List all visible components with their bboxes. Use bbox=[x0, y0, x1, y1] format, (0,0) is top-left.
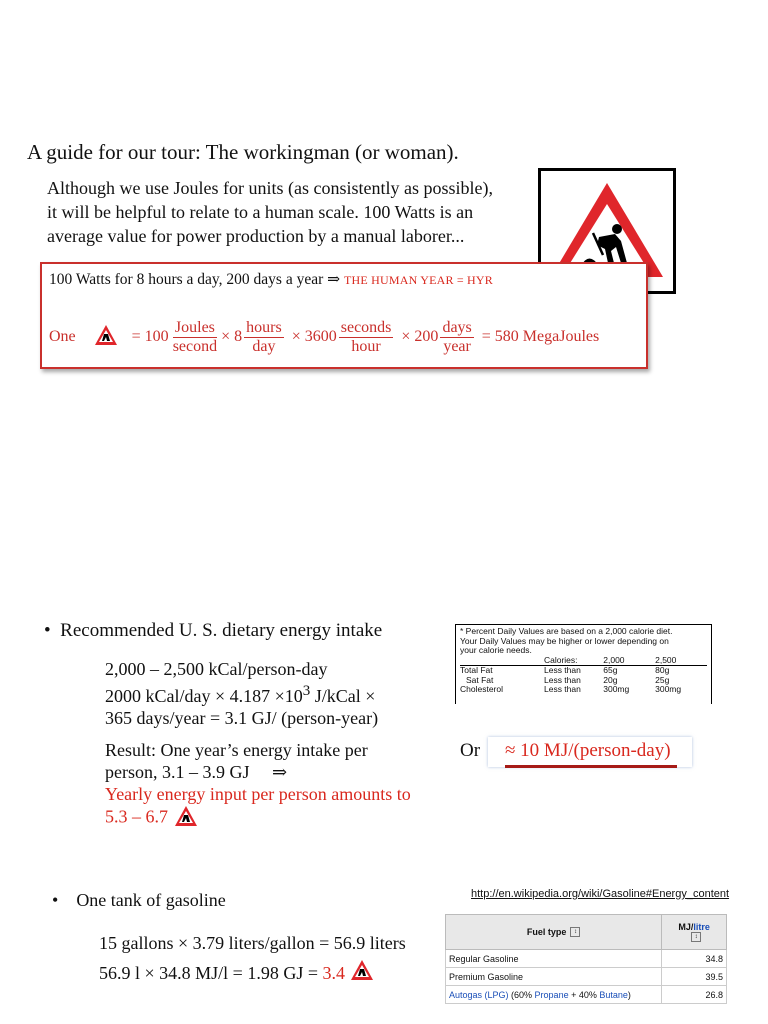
bullet-dietary-intake: • Recommended U. S. dietary energy intake bbox=[44, 620, 383, 641]
sort-icon[interactable]: ↕ bbox=[570, 927, 580, 937]
fraction-joules-second: $\frac{\text{Joules}}{\text{second}}$ bbox=[172, 318, 218, 355]
diet-line-2: 2000 kCal/day × $4.187 \times 10^3$ J/kCal × bbox=[105, 683, 376, 706]
sort-icon[interactable]: ↕ bbox=[691, 932, 701, 942]
intro-line-1: Although we use Joules for units (as consistently as possible), bbox=[47, 178, 493, 198]
nutrition-row: Sat Fat Less than 20g 25g bbox=[466, 674, 670, 685]
human-year-label: THE HUMAN YEAR = HYR bbox=[344, 273, 493, 287]
human-year-box bbox=[40, 262, 648, 369]
eq-times-200: × 200 bbox=[401, 328, 439, 345]
mj-per-day-value: ≈ 10 MJ/(person-day) bbox=[505, 740, 671, 761]
fraction-days-year: $\frac{\text{days}}{\text{year}}$ bbox=[442, 318, 472, 355]
eq-result: = 580 MegaJoules bbox=[481, 328, 600, 345]
table-row: Regular Gasoline 34.8 bbox=[446, 950, 727, 968]
propane-link[interactable]: Propane bbox=[534, 989, 569, 1000]
wikipedia-link[interactable]: http://en.wikipedia.org/wiki/Gasoline#Energy_content bbox=[471, 888, 730, 900]
table-row: Premium Gasoline 39.5 bbox=[446, 968, 727, 986]
fuel-energy-table bbox=[445, 914, 727, 1004]
intro-line-3: average value for power production by a manual laborer... bbox=[47, 226, 465, 246]
gasoline-calculation bbox=[99, 928, 406, 990]
hyr-equation bbox=[49, 314, 639, 360]
diet-line-7: 5.3 – 6.7 bbox=[105, 805, 445, 832]
intro-paragraph bbox=[47, 176, 517, 248]
column-fuel-type[interactable]: Fuel type ↕ bbox=[446, 915, 662, 950]
diet-line-5: person, 3.1 – 3.9 GJ ⇒ bbox=[105, 762, 288, 782]
diet-line-3: 365 days/year = 3.1 GJ/ (person-year) bbox=[105, 708, 379, 728]
nutrition-row: Total Fat Less than 65g 80g bbox=[460, 665, 670, 675]
eq-times-3600: × 3600 bbox=[291, 328, 337, 345]
or-label: Or bbox=[460, 740, 481, 761]
gas-line-2: 56.9 l × 34.8 MJ/l = 1.98 GJ = 3.4 bbox=[99, 958, 406, 990]
hyr-definition bbox=[49, 270, 493, 289]
diet-line-6: Yearly energy input per person amounts to bbox=[105, 784, 411, 804]
bullet-gasoline: • One tank of gasoline bbox=[52, 890, 226, 910]
diet-line-4: Result: One year’s energy intake per bbox=[105, 740, 368, 760]
hyr-definition-text: 100 Watts for 8 hours a day, 200 days a year bbox=[49, 271, 324, 288]
autogas-link[interactable]: Autogas (LPG) bbox=[449, 989, 509, 1000]
intro-line-2: it will be helpful to relate to a human scale. 100 Watts is an bbox=[47, 202, 474, 222]
eq-times-8: × 8 bbox=[221, 328, 243, 345]
hyr-sign-icon bbox=[349, 959, 375, 990]
eq-one: One bbox=[49, 328, 76, 345]
gas-line-1: 15 gallons × 3.79 liters/gallon = 56.9 liters bbox=[99, 933, 406, 953]
nutrition-row: Cholesterol Less than 300mg 300mg bbox=[460, 684, 682, 694]
fraction-seconds-hour: $\frac{\text{seconds}}{\text{hour}}$ bbox=[340, 318, 392, 355]
hyr-sign-icon bbox=[94, 324, 118, 351]
diet-line-1: 2,000 – 2,500 kCal/person-day bbox=[105, 659, 328, 679]
butane-link[interactable]: Butane bbox=[599, 989, 628, 1000]
table-row: Autogas (LPG) (60% Propane + 40% Butane) 26.8 bbox=[446, 986, 727, 1004]
mj-underline bbox=[505, 765, 677, 768]
implies-arrow: ⇒ bbox=[327, 271, 341, 288]
column-mj-litre[interactable]: MJ/litre ↕ bbox=[662, 915, 727, 950]
nutrition-label-excerpt: * Percent Daily Values are based on a 2,000 calorie diet. Your Daily Values may be higher or lower depending on your calorie needs. Calories: 2,000 2,500 Total Fat Less than 65g 80g Sat Fat Less than 20g 25g Cholesterol Less than 300mg 300mg bbox=[455, 624, 712, 704]
hyr-sign-icon bbox=[173, 805, 199, 832]
page-heading: A guide for our tour: The workingman (or woman). bbox=[27, 140, 459, 164]
eq-100: = 100 bbox=[131, 328, 169, 345]
fraction-hours-day: $\frac{\text{hours}}{\text{day}}$ bbox=[246, 318, 282, 355]
dietary-calculation bbox=[105, 658, 445, 832]
